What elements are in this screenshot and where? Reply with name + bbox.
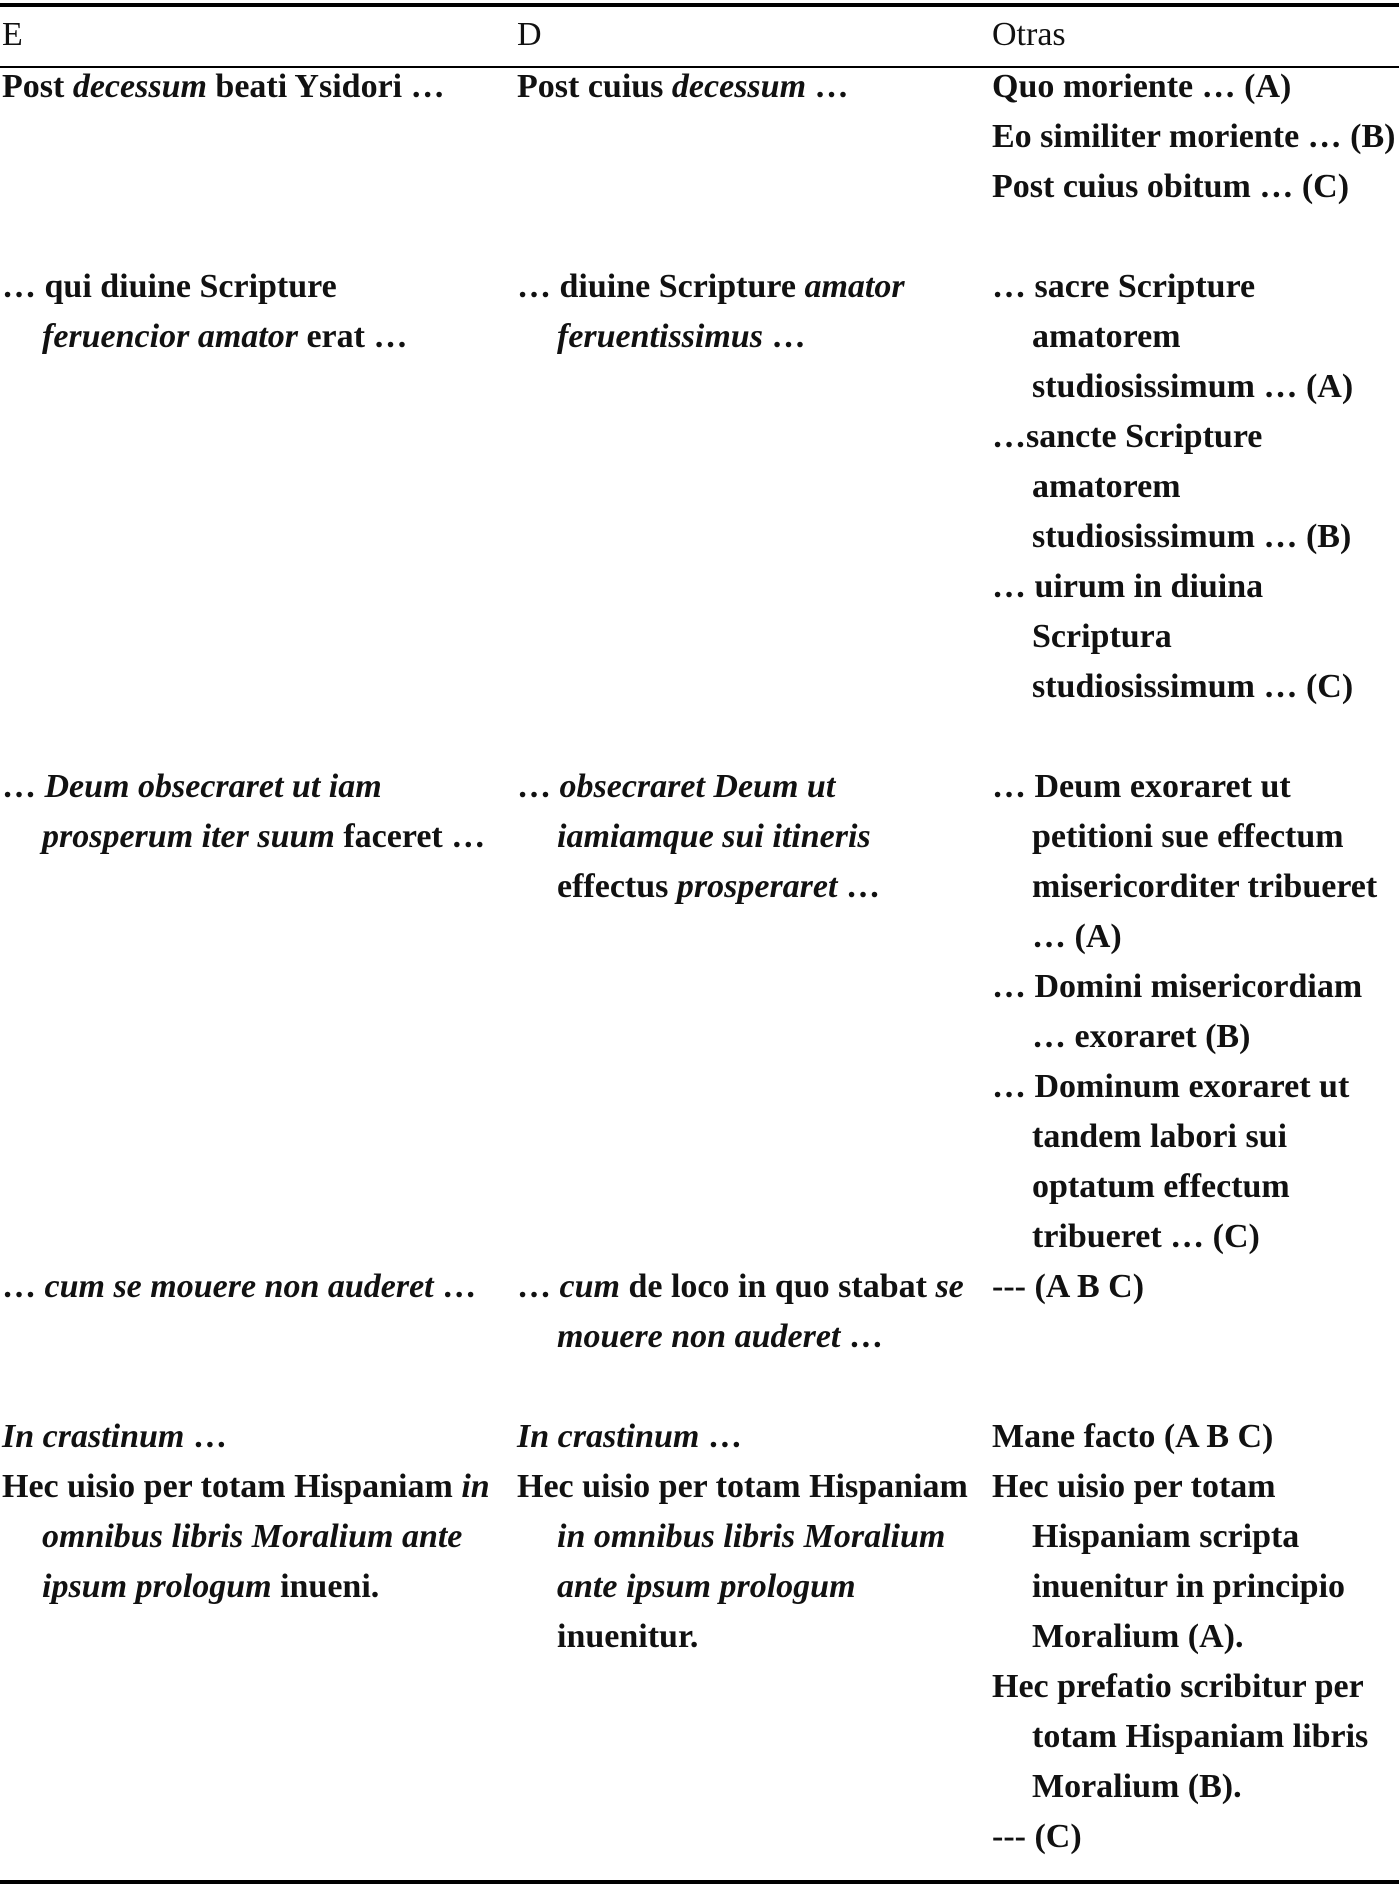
italic-text: In crastinum bbox=[2, 1418, 185, 1455]
text-span: … bbox=[699, 1418, 742, 1455]
cell-e bbox=[2, 1262, 492, 1312]
text-span: Post cuius obitum … (C) bbox=[992, 168, 1350, 205]
text-span: --- (C) bbox=[992, 1818, 1082, 1855]
italic-text: decessum bbox=[72, 68, 207, 105]
text-span: … bbox=[806, 68, 849, 105]
variant-reading bbox=[992, 1812, 1397, 1862]
italic-text: prosperaret bbox=[676, 868, 838, 905]
text-span: Hec prefatio scribitur per totam Hispaniam libris Moralium (B). bbox=[992, 1668, 1369, 1805]
text-span: Post bbox=[2, 68, 73, 105]
text-span: … bbox=[2, 1268, 45, 1305]
cell-e bbox=[2, 762, 492, 862]
variant-reading bbox=[992, 112, 1397, 162]
text-span: faceret … bbox=[334, 818, 486, 855]
italic-text: amator feruentissimus bbox=[557, 268, 905, 355]
variant-reading bbox=[992, 562, 1397, 712]
text-span: inuenitur. bbox=[557, 1618, 699, 1655]
cell-e bbox=[2, 1412, 492, 1462]
text-span: Mane facto (A B C) bbox=[992, 1418, 1274, 1455]
text-span: … sacre Scripture amatorem studiosissimum … (A) bbox=[992, 268, 1354, 405]
italic-text: in omnibus libris Moralium ante ipsum prologum bbox=[42, 1468, 490, 1605]
italic-text: cum bbox=[559, 1268, 620, 1305]
text-span: …sancte Scripture amatorem studiosissimum … (B) bbox=[992, 418, 1352, 555]
text-span: … Dominum exoraret ut tandem labori sui optatum effectum tribueret … (C) bbox=[992, 1068, 1350, 1255]
text-span: Hec uisio per totam Hispaniam scripta inuenitur in principio Moralium (A). bbox=[992, 1468, 1346, 1655]
variant-reading bbox=[992, 262, 1397, 412]
text-span: erat … bbox=[297, 318, 408, 355]
text-span: … Domini misericordiam … exoraret (B) bbox=[992, 968, 1363, 1055]
text-span: --- (A B C) bbox=[992, 1268, 1145, 1305]
variant-reading bbox=[992, 1262, 1397, 1312]
italic-text: In crastinum bbox=[517, 1418, 700, 1455]
variant-reading bbox=[992, 62, 1397, 112]
text-span: Hec uisio per totam Hispaniam bbox=[517, 1468, 968, 1505]
text-span: Post cuius bbox=[517, 68, 672, 105]
variant-reading bbox=[992, 1462, 1397, 1662]
italic-text: se mouere non auderet bbox=[557, 1268, 964, 1355]
column-header-d: D bbox=[517, 16, 542, 53]
cell-d bbox=[517, 62, 982, 112]
text-span: … bbox=[184, 1418, 227, 1455]
variant-reading bbox=[992, 162, 1397, 212]
text-span: … bbox=[762, 318, 806, 355]
italic-text: decessum bbox=[671, 68, 807, 105]
top-rule bbox=[0, 3, 1399, 7]
cell-d bbox=[517, 262, 982, 362]
variant-reading bbox=[992, 962, 1397, 1062]
text-span: … bbox=[433, 1268, 477, 1305]
italic-text: feruencior amator bbox=[42, 318, 298, 355]
text-span: … diuine Scripture bbox=[517, 268, 805, 305]
cell-d bbox=[517, 1412, 982, 1462]
cell-d bbox=[517, 1462, 982, 1662]
cell-d bbox=[517, 1262, 982, 1362]
italic-text: Deum obsecraret ut iam prosperum iter suum bbox=[42, 768, 382, 855]
text-span: … Deum exoraret ut petitioni sue effectum misericorditer tribueret … (A) bbox=[992, 768, 1378, 955]
column-header-e: E bbox=[2, 16, 23, 53]
cell-otras bbox=[992, 762, 1397, 1262]
cell-e bbox=[2, 1462, 492, 1612]
cell-otras bbox=[992, 1262, 1397, 1312]
text-span: … bbox=[837, 868, 880, 905]
text-span: … bbox=[517, 768, 560, 805]
variant-reading bbox=[992, 1062, 1397, 1262]
italic-text: cum se mouere non auderet bbox=[44, 1268, 434, 1305]
text-span: inueni. bbox=[271, 1568, 380, 1605]
column-header-otras: Otras bbox=[992, 16, 1066, 53]
text-span: Hec uisio per totam Hispaniam bbox=[2, 1468, 462, 1505]
cell-e bbox=[2, 262, 492, 362]
text-span: … qui diuine Scripture bbox=[2, 268, 337, 305]
text-span: Eo similiter moriente … (B) bbox=[992, 118, 1396, 155]
cell-otras bbox=[992, 262, 1397, 712]
cell-e bbox=[2, 62, 492, 112]
cell-otras bbox=[992, 1462, 1397, 1862]
text-span: beati Ysidori … bbox=[206, 68, 445, 105]
variant-reading bbox=[992, 412, 1397, 562]
text-span: effectus bbox=[557, 868, 677, 905]
cell-otras bbox=[992, 1412, 1397, 1462]
text-span: … uirum in diuina Scriptura studiosissimum … (C) bbox=[992, 568, 1354, 705]
cell-d bbox=[517, 762, 982, 912]
variant-reading bbox=[992, 1662, 1397, 1812]
text-span: … bbox=[2, 768, 45, 805]
text-span: de loco in quo stabat bbox=[619, 1268, 936, 1305]
cell-otras bbox=[992, 62, 1397, 212]
italic-text: obsecraret Deum ut iamiamque sui itineris bbox=[557, 768, 871, 855]
text-span: Quo moriente … (A) bbox=[992, 68, 1292, 105]
bottom-rule bbox=[0, 1880, 1399, 1884]
text-span: … bbox=[517, 1268, 560, 1305]
italic-text: in omnibus libris Moralium ante ipsum prologum bbox=[557, 1518, 946, 1605]
text-span: … bbox=[840, 1318, 883, 1355]
variant-reading bbox=[992, 1412, 1397, 1462]
variant-reading bbox=[992, 762, 1397, 962]
